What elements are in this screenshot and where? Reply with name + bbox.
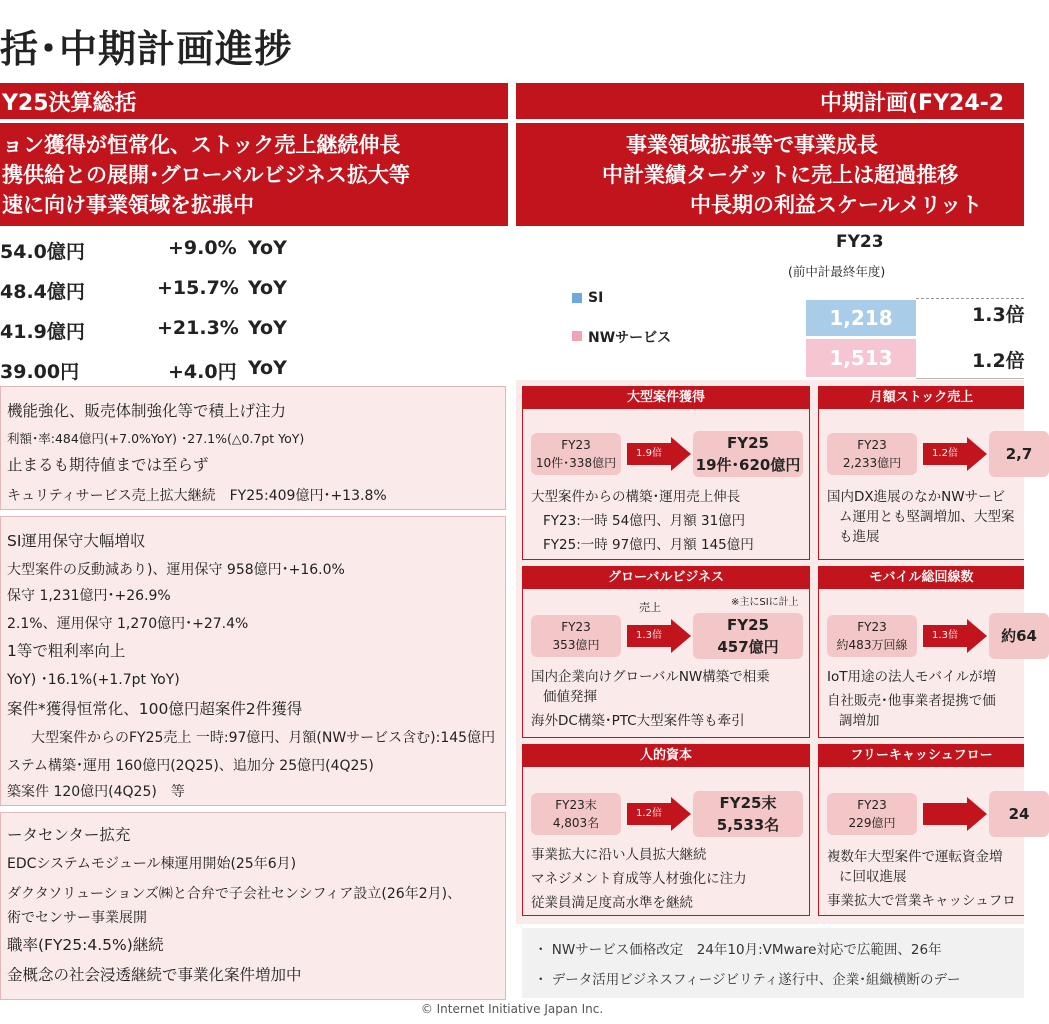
copyright: © Internet Initiative Japan Inc. (420, 1002, 604, 1016)
card-mobile-lines (818, 566, 1037, 738)
from-value: 約483万回線 (836, 638, 908, 652)
card-bullet: 複数年大型案件で運転資金増 (827, 849, 1003, 865)
kpi-change: +15.7% (157, 277, 239, 299)
to-value: 約64 (1001, 627, 1037, 645)
arrow-label: 1.3倍 (923, 625, 967, 647)
growth-arrow (627, 619, 691, 653)
kpi-value: 39.00円 (0, 361, 80, 383)
to-box (989, 613, 1049, 659)
panel-line: EDCシステムモジュール棟運用開始(25年6月) (7, 856, 297, 872)
to-label: FY25末 (719, 794, 777, 812)
kpi-yoy: YoY (248, 357, 287, 379)
fy23-label: FY23 (836, 232, 884, 252)
card-bullet: 自社販売･他事業者提携で価 (827, 693, 996, 709)
from-label: FY23 (561, 438, 591, 452)
card-global-business (522, 566, 810, 738)
panel-line: 金概念の社会浸透継続で事業化案件増加中 (7, 966, 302, 984)
growth-arrow (923, 437, 987, 471)
kpi-row (0, 229, 300, 267)
right-summary-line: 中計業績ターゲットに売上は超過推移 (602, 162, 959, 187)
to-label: FY25 (727, 616, 769, 634)
left-summary-line: ョン獲得が恒常化、ストック売上継続伸長 (2, 132, 401, 157)
fy23-note: (前中計最終年度) (788, 264, 886, 279)
panel-line: YoY) ･16.1%(+1.7pt YoY) (7, 672, 180, 688)
to-box (693, 431, 803, 477)
card-title: モバイル総回線数 (819, 567, 1024, 589)
card-bullet: 大型案件からの構築･運用売上伸長 (531, 489, 741, 505)
card-monthly-stock (818, 386, 1033, 560)
card-bullet: マネジメント育成等人材強化に注力 (531, 871, 747, 887)
arrow-label: 1.9倍 (627, 443, 671, 465)
from-value: 229億円 (848, 816, 896, 830)
from-label: FY23 (561, 620, 591, 634)
card-human-capital (522, 744, 810, 916)
to-box (989, 791, 1049, 837)
card-title: 大型案件獲得 (523, 387, 809, 409)
left-panel-growth (0, 812, 506, 1000)
baseline (916, 378, 1024, 379)
panel-line: 機能強化、販売体制強化等で積上げ注力 (7, 402, 287, 420)
from-box (827, 615, 917, 657)
kpi-value: 48.4億円 (0, 281, 85, 303)
from-label: FY23末 (555, 798, 597, 812)
bar-nw: 1,513 (806, 339, 916, 377)
panel-line: 1等で粗利率向上 (7, 642, 126, 660)
to-value: 457億円 (717, 638, 779, 656)
panel-line: 術でセンサー事業展開 (7, 910, 147, 926)
footnote-line: ・ NWサービス価格改定 24年10月:VMware対応で広範囲、26年 (534, 942, 942, 958)
card-bullet: に回収進展 (839, 869, 907, 885)
kpi-value: 54.0億円 (0, 241, 85, 263)
arrow-label (923, 803, 967, 825)
card-bullet: 価値発揮 (543, 689, 597, 705)
from-box (531, 433, 621, 475)
panel-line: 保守 1,231億円･+26.9% (7, 588, 171, 604)
panel-line: 大型案件からのFY25売上 一時:97億円、月額(NWサービス含む):145億円 (31, 730, 496, 746)
right-summary (516, 123, 1024, 226)
from-box (531, 793, 621, 835)
right-summary-line: 中長期の利益スケールメリット (690, 192, 983, 217)
kpi-row (0, 309, 300, 347)
card-bullet: 事業拡大で営業キャッシュフロ (827, 893, 1016, 909)
card-bullet: 国内企業向けグローバルNW構築で相乗 (531, 669, 770, 685)
from-value: 10件･338億円 (535, 456, 617, 470)
card-title: 月額ストック売上 (819, 387, 1024, 409)
growth-guide-line (916, 298, 1024, 299)
card-bullet: IoT用途の法人モバイルが増 (827, 669, 996, 685)
panel-line: 止まるも期待値までは至らず (7, 456, 209, 474)
kpi-row (0, 349, 300, 387)
card-bullet: 海外DC構築･PTC大型案件等も牽引 (531, 713, 745, 729)
kpi-change: +21.3% (157, 317, 239, 339)
kpi-row (0, 269, 300, 307)
arrow-label: 1.3倍 (627, 625, 671, 647)
kpi-change: +4.0円 (168, 361, 237, 383)
card-bullet: 従業員満足度高水準を継続 (531, 895, 693, 911)
kpi-yoy: YoY (248, 237, 287, 259)
to-box (989, 431, 1049, 477)
to-label: FY25 (727, 434, 769, 452)
from-value: 2,233億円 (842, 456, 902, 470)
legend-nw-swatch (572, 331, 582, 341)
panel-line: 職率(FY25:4.5%)継続 (7, 936, 164, 954)
kpi-value: 41.9億円 (0, 321, 85, 343)
card-bullet: ム運用とも堅調増加、大型案 (839, 509, 1015, 525)
from-box (827, 793, 917, 835)
page-title: 括･中期計画進捗 (0, 27, 294, 71)
panel-line: キュリティサービス売上拡大継続 FY25:409億円･+13.8% (7, 488, 387, 504)
panel-line: 2.1%、運用保守 1,270億円･+27.4% (7, 616, 249, 632)
left-panel-profit (0, 386, 506, 510)
panel-line: 大型案件の反動減あり)、運用保守 958億円･+16.0% (7, 562, 345, 578)
left-summary-line: 速に向け事業領域を拡張中 (2, 192, 254, 217)
si-multiplier: 1.3倍 (972, 304, 1025, 326)
card-bullet: FY23:一時 54億円、月額 31億円 (543, 513, 746, 529)
growth-arrow (923, 797, 987, 831)
left-panel-si (0, 516, 506, 806)
growth-arrow (627, 437, 691, 471)
panel-line: ステム構築･運用 160億円(2Q25)、追加分 25億円(4Q25) (7, 758, 374, 774)
panel-line: 利額･率:484億円(+7.0%YoY) ･27.1%(△0.7pt YoY) (7, 431, 305, 446)
bar-si: 1,218 (806, 300, 916, 336)
legend-nw-label: NWサービス (588, 330, 672, 346)
nw-multiplier: 1.2倍 (972, 350, 1025, 372)
from-label: FY23 (857, 620, 887, 634)
to-value: 19件･620億円 (695, 456, 801, 474)
right-header: 中期計画(FY24-2 (516, 83, 1024, 119)
from-label: FY23 (857, 798, 887, 812)
panel-line: ータセンター拡充 (7, 826, 131, 844)
right-summary-line: 事業領域拡張等で事業成長 (626, 132, 878, 157)
to-box (693, 613, 803, 659)
panel-line: SI運用保守大幅増収 (7, 532, 146, 550)
kpi-yoy: YoY (248, 317, 287, 339)
left-summary (0, 123, 508, 226)
card-bullet: 調増加 (839, 713, 880, 729)
card-free-cash-flow (818, 744, 1030, 916)
arrow-pre-label: 売上 (639, 601, 661, 614)
card-note: ※主にSIに計上 (731, 597, 799, 608)
kpi-change: +9.0% (168, 237, 237, 259)
kpi-yoy: YoY (248, 277, 287, 299)
to-box (693, 791, 803, 837)
card-bullet: 事業拡大に沿い人員拡大継続 (531, 847, 707, 863)
to-value: 24 (1008, 805, 1030, 823)
panel-line: 案件*獲得恒常化、100億円超案件2件獲得 (7, 700, 303, 718)
from-box (827, 433, 917, 475)
from-value: 4,803名 (552, 816, 600, 830)
from-label: FY23 (857, 438, 887, 452)
panel-line: 築案件 120億円(4Q25) 等 (7, 784, 185, 800)
from-value: 353億円 (552, 638, 600, 652)
left-summary-line: 携供給との展開･グローバルビジネス拡大等 (2, 162, 410, 187)
panel-line: ダクタソリューションズ㈱と合弁で子会社センシフィア設立(26年2月)、 (7, 886, 462, 902)
card-title: グローバルビジネス (523, 567, 809, 589)
card-large-deals (522, 386, 810, 560)
footnote-box (522, 928, 1024, 998)
card-bullet: FY25:一時 97億円、月額 145億円 (543, 537, 754, 553)
to-value: 2,7 (1005, 445, 1033, 463)
footnote-line: ・ データ活用ビジネスフィージビリティ遂行中、企業･組織横断のデー (534, 972, 961, 988)
card-title: フリーキャッシュフロー (819, 745, 1024, 767)
to-value: 5,533名 (716, 816, 780, 834)
legend-si-label: SI (588, 290, 604, 306)
card-bullet: も進展 (839, 529, 880, 545)
growth-arrow (923, 619, 987, 653)
card-title: 人的資本 (523, 745, 809, 767)
arrow-label: 1.2倍 (627, 803, 671, 825)
card-bullet: 国内DX進展のなかNWサービ (827, 489, 1006, 505)
growth-arrow (627, 797, 691, 831)
left-header: Y25決算総括 (0, 83, 508, 119)
arrow-label: 1.2倍 (923, 443, 967, 465)
from-box (531, 615, 621, 657)
legend-si-swatch (572, 293, 582, 303)
